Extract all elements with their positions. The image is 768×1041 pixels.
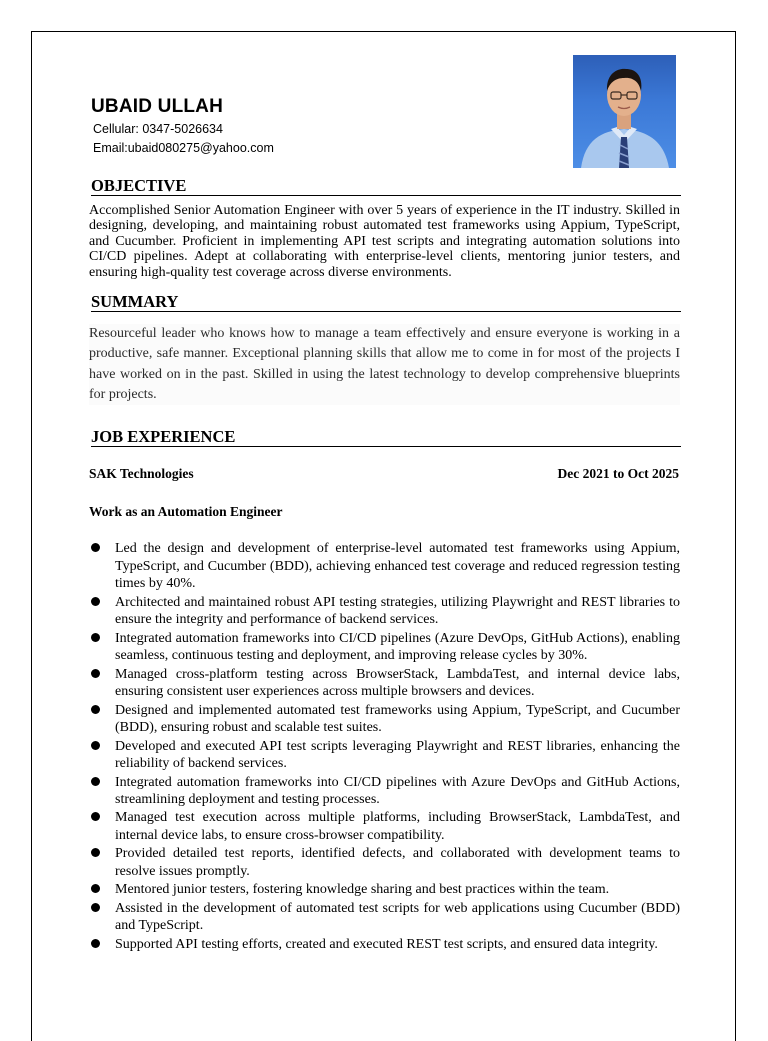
list-item xyxy=(89,881,680,899)
bullet-icon xyxy=(91,633,100,642)
bullet-icon xyxy=(91,884,100,893)
list-item xyxy=(89,702,680,737)
bullet-icon xyxy=(91,741,100,750)
bullet-icon xyxy=(91,543,100,552)
bullet-icon xyxy=(91,669,100,678)
bullet-icon xyxy=(91,777,100,786)
bullet-icon xyxy=(91,812,100,821)
list-item-text: Assisted in the development of automated test scripts for web applications using Cucumber (BDD) and TypeScript. xyxy=(115,900,680,934)
list-item xyxy=(89,900,680,935)
list-item xyxy=(89,936,680,954)
job-role: Work as an Automation Engineer xyxy=(89,504,283,519)
candidate-name: UBAID ULLAH xyxy=(91,96,224,117)
list-item-text: Managed cross-platform testing across BrowserStack, LambdaTest, and internal device labs, ensuring consistent user experiences across multiple browsers and devices. xyxy=(115,666,680,700)
list-item xyxy=(89,630,680,665)
list-item-text: Mentored junior testers, fostering knowledge sharing and best practices within the team. xyxy=(115,882,610,898)
list-item xyxy=(89,738,680,773)
list-item-text: Supported API testing efforts, created and executed REST test scripts, and ensured data integrity. xyxy=(115,936,658,952)
responsibilities-list xyxy=(89,540,680,954)
list-item-text: Integrated automation frameworks into CI/CD pipelines with Azure DevOps and GitHub Actions, streamlining deployment and testing processes. xyxy=(115,774,680,808)
list-item-text: Provided detailed test reports, identified defects, and collaborated with development teams to resolve issues promptly. xyxy=(115,846,680,880)
bullet-icon xyxy=(91,597,100,606)
list-item xyxy=(89,845,680,880)
bullet-icon xyxy=(91,848,100,857)
summary-heading: SUMMARY xyxy=(91,292,681,312)
summary-text: Resourceful leader who knows how to manage a team effectively and ensure everyone is working in a productive, safe manner. Exceptional planning skills that allow me to come in for most of the projects I have worked on in the past. Skilled in using the latest technology to develop comprehensive blueprints for projects. xyxy=(89,324,680,405)
list-item xyxy=(89,594,680,629)
list-item-text: Designed and implemented automated test frameworks using Appium, TypeScript, and Cucumber (BDD), ensuring robust and scalable test suites. xyxy=(115,702,680,736)
list-item-text: Architected and maintained robust API testing strategies, utilizing Playwright and REST libraries to ensure the integrity and performance of backend services. xyxy=(115,594,680,628)
list-item xyxy=(89,774,680,809)
objective-text: Accomplished Senior Automation Engineer with over 5 years of experience in the IT industry. Skilled in designing, developing, and maintaining robust automated test frameworks using Appium, TypeScript, and Cucumber. Proficient in implementing API test scripts and integrating automation solutions into CI/CD pipelines. Adept at collaborating with enterprise-level clients, mentoring junior testers, and ensuring high-quality test coverage across diverse environments. xyxy=(89,203,680,280)
email-address: Email:ubaid080275@yahoo.com xyxy=(93,141,274,155)
list-item-text: Managed test execution across multiple platforms, including BrowserStack, LambdaTest, and internal device labs, to ensure cross-browser compatibility. xyxy=(115,810,680,844)
list-item xyxy=(89,540,680,593)
cellular-number: Cellular: 0347-5026634 xyxy=(93,122,223,136)
portrait-illustration xyxy=(573,55,676,168)
company-name: SAK Technologies xyxy=(89,466,194,481)
list-item xyxy=(89,666,680,701)
list-item-text: Led the design and development of enterprise-level automated test frameworks using Appium, TypeScript, and Cucumber (BDD), achieving enhanced test coverage and reduced regression testing times by 40%. xyxy=(115,541,680,592)
list-item-text: Integrated automation frameworks into CI/CD pipelines (Azure DevOps, GitHub Actions), enabling seamless, continuous testing and deployment, and improving release cycles by 30%. xyxy=(115,630,680,664)
profile-photo xyxy=(573,55,676,168)
list-item xyxy=(89,809,680,844)
list-item-text: Developed and executed API test scripts leveraging Playwright and REST libraries, enhancing the reliability of backend services. xyxy=(115,738,680,772)
bullet-icon xyxy=(91,939,100,948)
job-experience-heading: JOB EXPERIENCE xyxy=(91,427,681,447)
objective-heading: OBJECTIVE xyxy=(91,176,681,196)
bullet-icon xyxy=(91,705,100,714)
bullet-icon xyxy=(91,903,100,912)
employment-dates: Dec 2021 to Oct 2025 xyxy=(557,466,679,481)
